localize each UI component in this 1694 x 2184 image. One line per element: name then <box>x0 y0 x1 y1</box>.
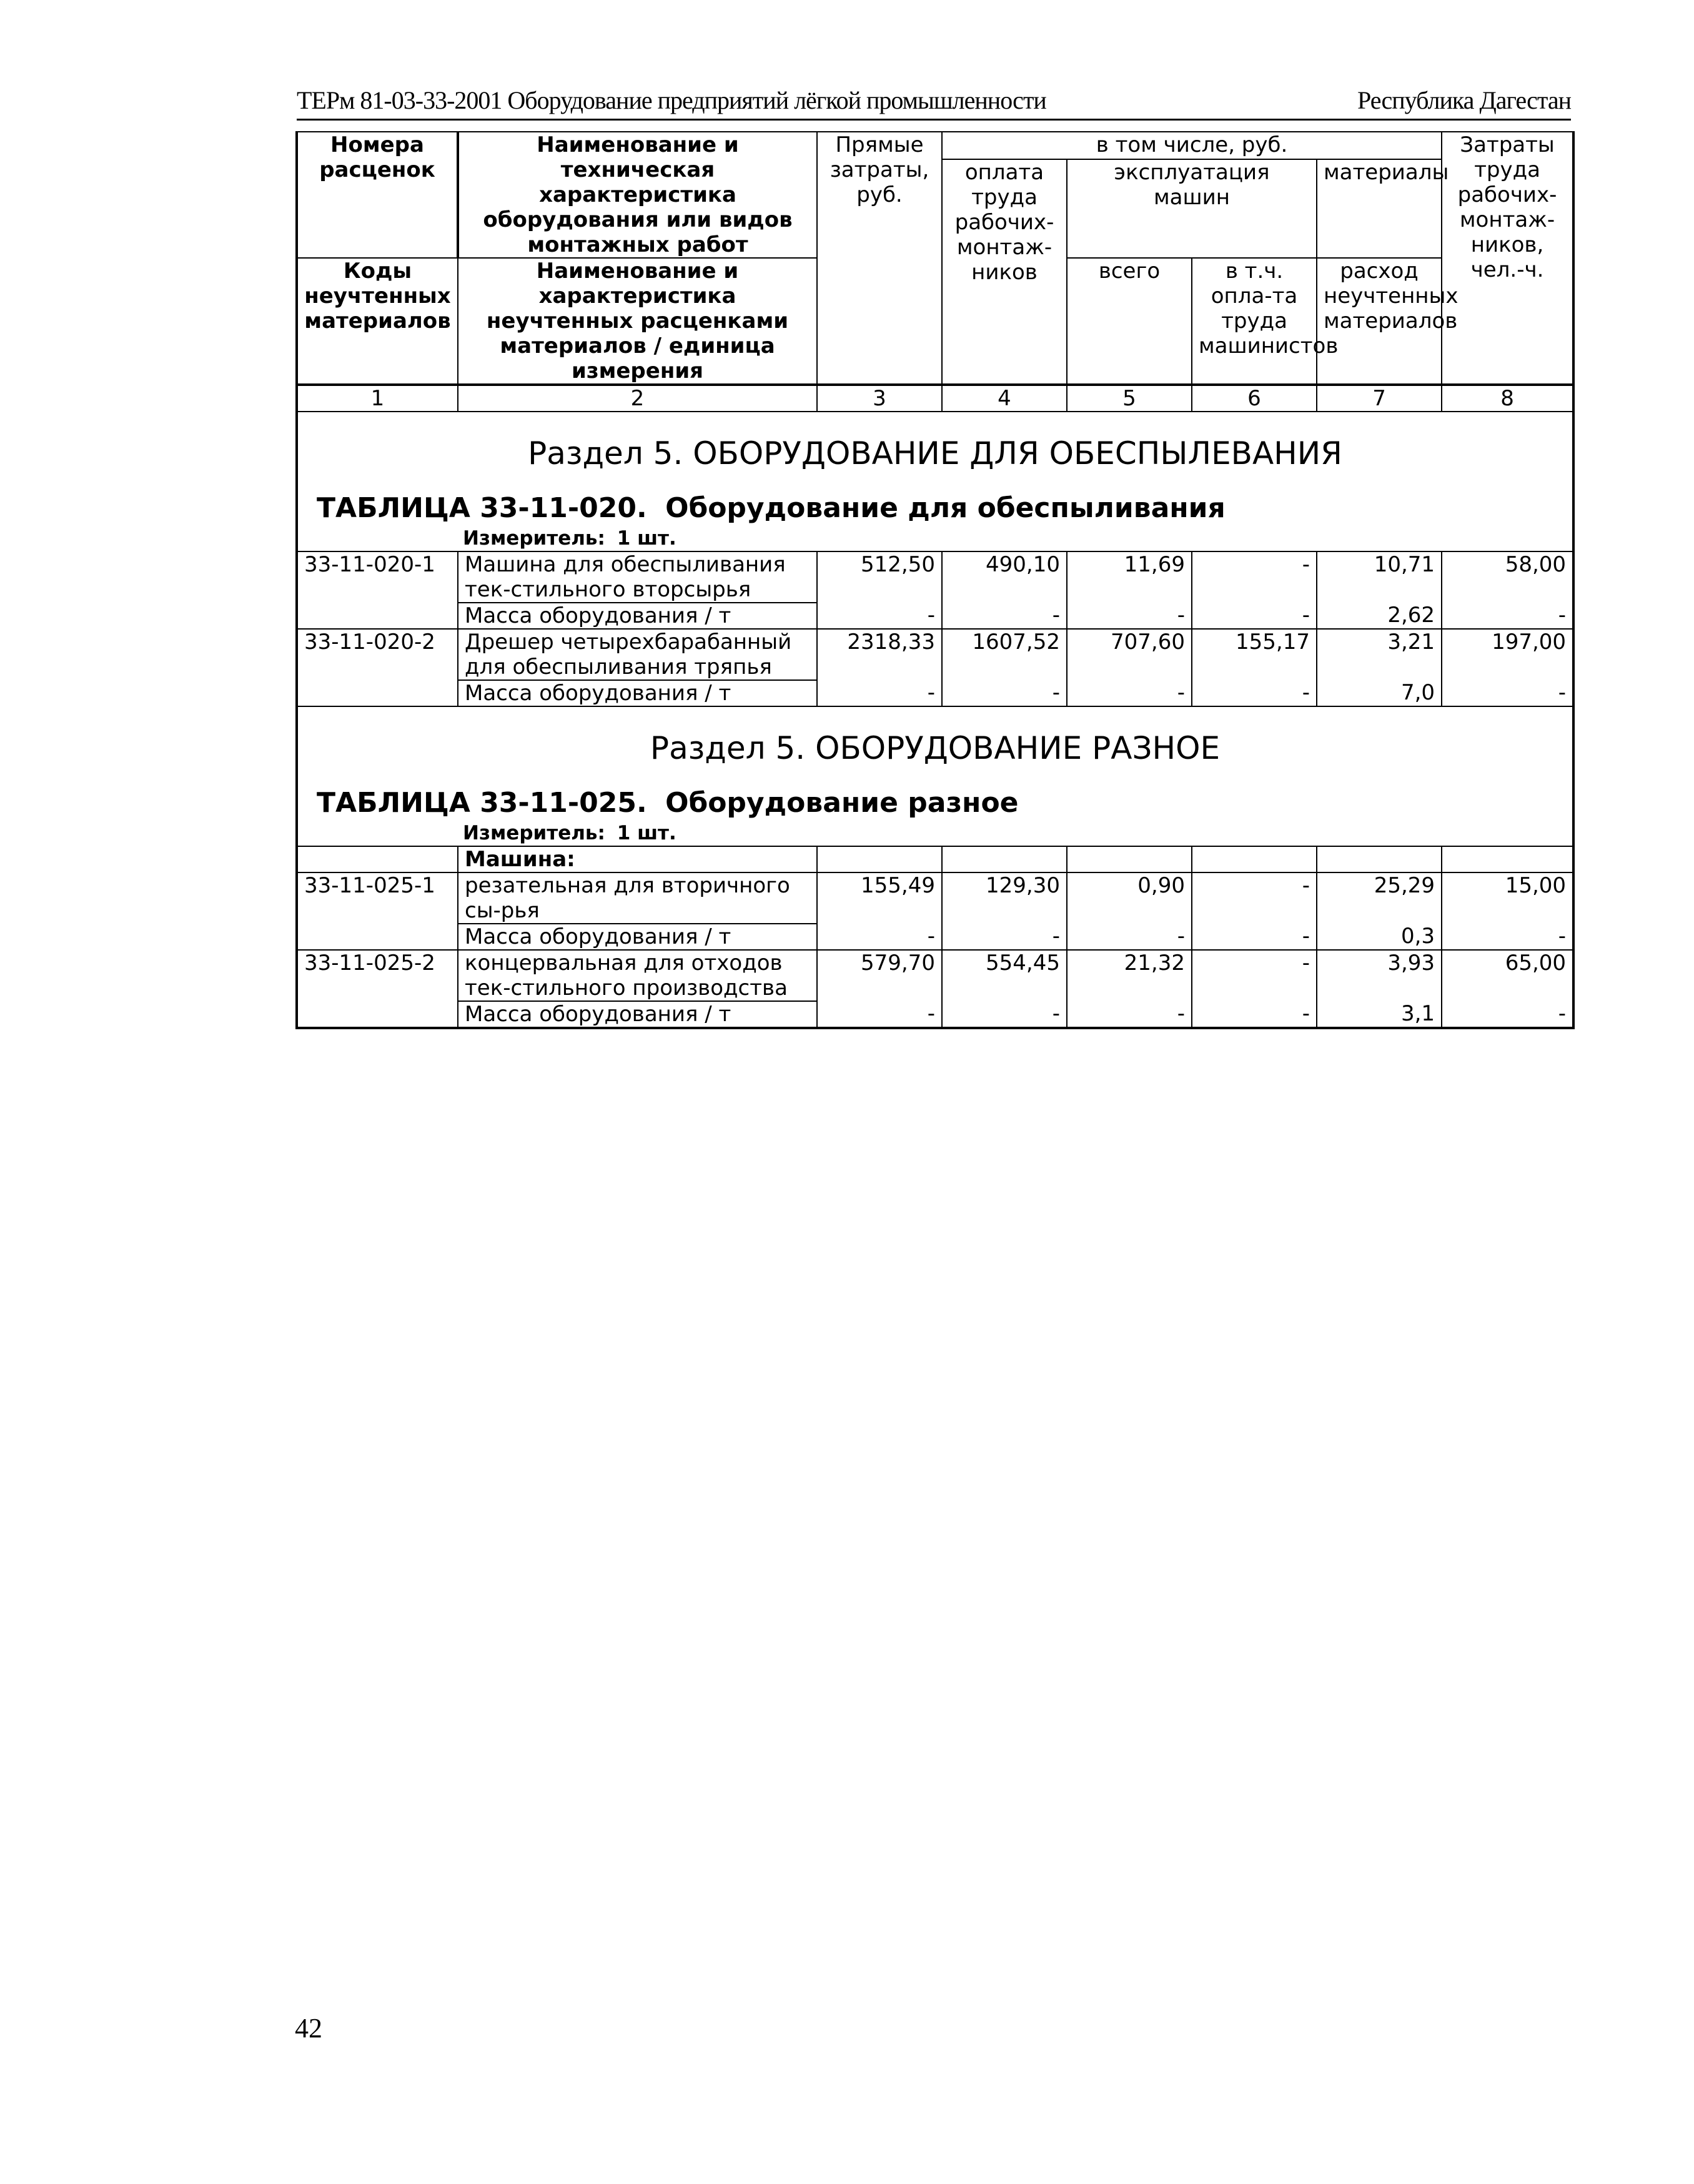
section-title: Раздел 5. ОБОРУДОВАНИЕ ДЛЯ ОБЕСПЫЛЕВАНИЯ <box>528 435 1342 472</box>
empty-cell <box>297 680 458 706</box>
section-block <box>297 412 1573 551</box>
table-code: 33-11-025. <box>480 787 647 819</box>
column-number: 5 <box>1067 385 1192 412</box>
table-row <box>297 872 1573 924</box>
table-row <box>297 924 1573 950</box>
empty-cell <box>297 603 458 629</box>
empty-cell <box>1442 846 1573 872</box>
mass-value: - <box>817 1001 942 1028</box>
labor-cost: 15,00 <box>1442 872 1573 924</box>
table-name: Оборудование для обеспыливания <box>665 492 1226 524</box>
mass-value: - <box>1067 1001 1192 1028</box>
labor-cost: 58,00 <box>1442 551 1573 603</box>
header-direct-costs: Прямые затраты, руб. <box>817 132 942 385</box>
header-machines: эксплуатация машин <box>1067 159 1317 258</box>
empty-cell <box>1192 846 1317 872</box>
mass-value: 7,0 <box>1317 680 1442 706</box>
table-name: Оборудование разное <box>665 787 1019 819</box>
direct-costs: 155,49 <box>817 872 942 924</box>
table-label: ТАБЛИЦА <box>317 787 470 819</box>
header-including: в том числе, руб. <box>942 132 1442 159</box>
mass-value: 0,3 <box>1317 924 1442 950</box>
materials: 3,93 <box>1317 950 1442 1001</box>
region-name: Республика Дагестан <box>1357 86 1571 114</box>
rate-code: 33-11-025-1 <box>297 872 458 924</box>
group-label: Машина: <box>458 846 817 872</box>
machines-total: 0,90 <box>1067 872 1192 924</box>
rate-name: концервальная для отходов тек-стильного производства <box>458 950 817 1001</box>
column-number: 4 <box>942 385 1067 412</box>
machines-labor: 155,17 <box>1192 629 1317 680</box>
header-labor-pay: оплата труда рабочих-монтаж-ников <box>942 159 1067 385</box>
rate-name: Машина для обеспыливания тек-стильного вторсырья <box>458 551 817 603</box>
table-row <box>297 950 1573 1001</box>
table-title <box>298 786 1572 821</box>
mass-value: - <box>1067 924 1192 950</box>
table-row <box>297 551 1573 603</box>
column-number: 8 <box>1442 385 1573 412</box>
rate-code: 33-11-020-1 <box>297 551 458 603</box>
mass-value: - <box>1442 680 1573 706</box>
header-material-name: Наименование и характеристика неучтенных расценками материалов / единица измерения <box>458 258 817 385</box>
empty-cell <box>1317 846 1442 872</box>
page-header <box>297 77 1571 121</box>
labor-cost: 65,00 <box>1442 950 1573 1001</box>
header-machines-total: всего <box>1067 258 1192 385</box>
column-number: 3 <box>817 385 942 412</box>
machines-labor: - <box>1192 872 1317 924</box>
mass-value: - <box>1067 680 1192 706</box>
mass-label: Масса оборудования / т <box>458 1001 817 1028</box>
column-number: 1 <box>297 385 458 412</box>
mass-value: - <box>1442 1001 1573 1028</box>
mass-value: - <box>1442 924 1573 950</box>
mass-value: 3,1 <box>1317 1001 1442 1028</box>
table-label: ТАБЛИЦА <box>317 492 470 524</box>
section-title: Раздел 5. ОБОРУДОВАНИЕ РАЗНОЕ <box>650 730 1221 766</box>
table-title <box>298 491 1572 526</box>
empty-cell <box>297 924 458 950</box>
machines-total: 11,69 <box>1067 551 1192 603</box>
mass-value: - <box>1192 680 1317 706</box>
mass-value: - <box>1067 603 1192 629</box>
column-number: 7 <box>1317 385 1442 412</box>
page-number: 42 <box>295 2013 322 2043</box>
empty-cell <box>297 846 458 872</box>
column-number: 2 <box>458 385 817 412</box>
mass-value: - <box>817 924 942 950</box>
empty-cell <box>817 846 942 872</box>
mass-label: Масса оборудования / т <box>458 680 817 706</box>
direct-costs: 2318,33 <box>817 629 942 680</box>
measure-label: Измеритель: <box>463 822 605 844</box>
labor-pay: 129,30 <box>942 872 1067 924</box>
rate-code: 33-11-025-2 <box>297 950 458 1001</box>
header-labor-cost: Затраты труда рабочих-монтаж-ников, чел.-ч. <box>1442 132 1573 385</box>
machines-labor: - <box>1192 950 1317 1001</box>
rates-table <box>295 131 1575 1029</box>
section-block <box>297 706 1573 846</box>
materials: 3,21 <box>1317 629 1442 680</box>
mass-value: - <box>942 603 1067 629</box>
mass-value: - <box>1192 924 1317 950</box>
labor-pay: 490,10 <box>942 551 1067 603</box>
measure-value: 1 шт. <box>617 822 676 844</box>
header-machines-labor: в т.ч. опла-та труда машинистов <box>1192 258 1317 385</box>
mass-value: - <box>1192 603 1317 629</box>
mass-value: - <box>817 680 942 706</box>
mass-value: - <box>1192 1001 1317 1028</box>
table-row <box>297 1001 1573 1028</box>
header-material-codes: Коды неучтенных материалов <box>297 258 458 385</box>
rate-name: Дрешер четырехбарабанный для обеспыливания тряпья <box>458 629 817 680</box>
column-number: 6 <box>1192 385 1317 412</box>
mass-value: - <box>1442 603 1573 629</box>
labor-cost: 197,00 <box>1442 629 1573 680</box>
measure-unit <box>298 821 1572 846</box>
labor-pay: 1607,52 <box>942 629 1067 680</box>
mass-value: - <box>942 924 1067 950</box>
mass-value: - <box>942 1001 1067 1028</box>
mass-label: Масса оборудования / т <box>458 924 817 950</box>
header-rate-number: Номера расценок <box>297 132 458 258</box>
mass-value: 2,62 <box>1317 603 1442 629</box>
table-row <box>297 680 1573 706</box>
measure-label: Измеритель: <box>463 527 605 550</box>
direct-costs: 579,70 <box>817 950 942 1001</box>
rate-name: резательная для вторичного сы-рья <box>458 872 817 924</box>
header-materials: материалы <box>1317 159 1442 258</box>
empty-cell <box>297 1001 458 1028</box>
mass-value: - <box>817 603 942 629</box>
machines-labor: - <box>1192 551 1317 603</box>
labor-pay: 554,45 <box>942 950 1067 1001</box>
table-row <box>297 603 1573 629</box>
rate-code: 33-11-020-2 <box>297 629 458 680</box>
empty-cell <box>1067 846 1192 872</box>
materials: 25,29 <box>1317 872 1442 924</box>
empty-cell <box>942 846 1067 872</box>
header-name: Наименование и техническая характеристика оборудования или видов монтажных работ <box>458 132 817 258</box>
measure-unit <box>298 526 1572 551</box>
materials: 10,71 <box>1317 551 1442 603</box>
direct-costs: 512,50 <box>817 551 942 603</box>
machines-total: 21,32 <box>1067 950 1192 1001</box>
mass-value: - <box>942 680 1067 706</box>
header-materials-consumption: расход неучтенных материалов <box>1317 258 1442 385</box>
machines-total: 707,60 <box>1067 629 1192 680</box>
measure-value: 1 шт. <box>617 527 676 550</box>
mass-label: Масса оборудования / т <box>458 603 817 629</box>
document-title: ТЕРм 81-03-33-2001 Оборудование предприятий лёгкой промышленности <box>297 86 1046 114</box>
table-code: 33-11-020. <box>480 492 647 524</box>
table-row <box>297 629 1573 680</box>
